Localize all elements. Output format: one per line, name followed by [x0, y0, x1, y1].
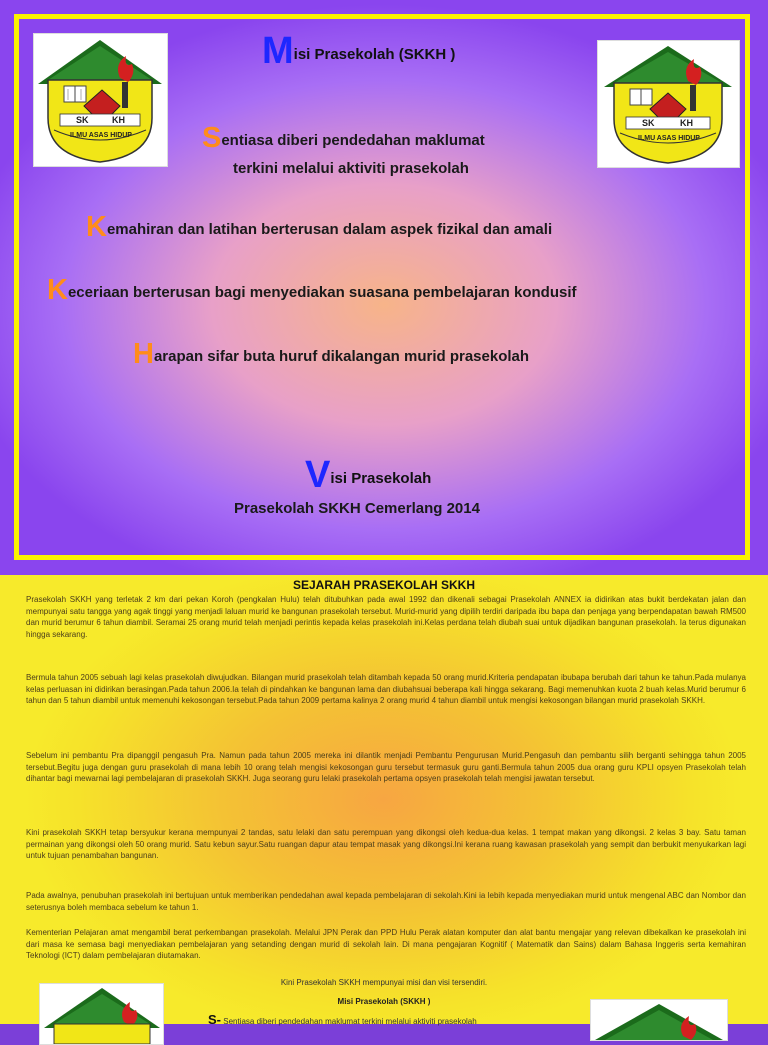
history-mission-label: S- — [208, 1012, 221, 1027]
history-misi-heading: Misi Prasekolah (SKKH ) — [337, 997, 431, 1006]
history-paragraph-5: Pada awalnya, penubuhan prasekolah ini bertujuan untuk memberikan pendedahan awal kepada pembelajaran di sekolah.Kini ia lebih kepada menyediakan murid untuk mengenal ABC dan Nombor dan seterusnya boleh membaca sebelum ke tahun 1. — [26, 891, 746, 912]
school-crest-icon — [591, 1000, 727, 1040]
mission-text: entiasa diberi pendedahan maklumat — [221, 132, 485, 149]
mission-text: terkini melalui aktiviti prasekolah — [233, 160, 469, 177]
logo-shield-right-text: KH — [112, 115, 125, 125]
mission-initial: K — [86, 211, 107, 243]
history-paragraph-6: Kementerian Pelajaran amat mengambil berat perkembangan prasekolah. Melalui JPN Perak dan PPD Hulu Perak alatan komputer dan alat bantu mengajar yang relevan dibekalkan ke prasekolah ini dari masa ke semasa bagi menyediakan pembelajaran yang setanding dengan murid di sekolah lain. Di mana pengajaran Kognitif ( Matematik dan Sains) dalam Bahasa Inggeris serta kemahiran Teknologi (ICT) dalam pembelajaran diutamakan. — [26, 928, 746, 960]
visi-heading — [305, 456, 431, 494]
visi-statement: Prasekolah SKKH Cemerlang 2014 — [234, 500, 480, 517]
history-mission-line — [208, 1012, 477, 1027]
mission-initial: H — [133, 338, 154, 370]
mission-line-3 — [47, 276, 577, 305]
logo-motto: ILMU ASAS HIDUP — [70, 132, 132, 139]
mission-line-4 — [133, 340, 529, 369]
logo-shield-left-text: SK — [76, 115, 89, 125]
mission-text: arapan sifar buta huruf dikalangan murid prasekolah — [153, 348, 530, 365]
mission-text: emahiran dan latihan berterusan dalam aspek fizikal dan amali — [106, 221, 553, 238]
misi-initial: M — [262, 30, 294, 72]
misi-heading — [262, 32, 455, 70]
history-paragraph-2: Bermula tahun 2005 sebuah lagi kelas prasekolah diwujudkan. Bilangan murid prasekolah telah ditambah kepada 50 orang murid.Kriteria pendapatan ibubapa berubah dari tahun ke tahun.Pada mulanya kelas perluasan ini didirikan berasingan.Pada tahun 2006.Ia telah di pindahkan ke bangunan lama dan diubahsuai beberapa kali hingga sekarang. Bagi memenuhkan kuota 2 buah kelas.Murid berumur 6 tahun dan 5 tahun diambil untuk memenuhi kekosongan tersebut.Pada tahun 2009 pertama kalinya 2 orang murid 4 tahun diambil untuk mengisi kekosongan bilangan murid prasekolah SKKH. — [26, 673, 746, 705]
logo-shield-left-text: SK — [642, 118, 655, 128]
school-crest-icon — [598, 41, 739, 167]
school-logo-right — [597, 40, 740, 168]
school-crest-icon — [40, 984, 163, 1044]
logo-motto: ILMU ASAS HIDUP — [638, 135, 700, 142]
misi-heading-text: isi Prasekolah (SKKH ) — [293, 46, 456, 63]
mission-line-2 — [86, 213, 552, 242]
mission-text: eceriaan berterusan bagi menyediakan suasana pembelajaran kondusif — [67, 284, 577, 301]
visi-initial: V — [305, 454, 331, 496]
mission-initial: S — [202, 122, 222, 154]
mission-line-1 — [202, 124, 485, 153]
history-paragraph-1: Prasekolah SKKH yang terletak 2 km dari pekan Koroh (pengkalan Hulu) telah ditubuhkan pada awal 1992 dan dikenali sebagai Prasekolah ANNEX ia didirikan atas bukit berdekatan jalan dan mempunyai satu tangga yang agak tinggi yang menjadi laluan murid ke bangunan prasekolah tersebut. Murid-murid yang dipilih terdiri daripada ibu bapa dan penjaga yang berpendapatan bawah RM500 dan murid berumur 6 tahun diambil. Seramai 25 orang murid telah menjadi perintis kepada kelas prasekolah ini.Kelas perdana telah diubah suai untuk dijadikan bangunan prasekolah. Ia terus digunakan hingga sekarang. — [26, 595, 746, 639]
history-title: SEJARAH PRASEKOLAH SKKH — [292, 578, 476, 592]
history-paragraph-3: Sebelum ini pembantu Pra dipanggil pengasuh Pra. Namun pada tahun 2005 mereka ini dilantik menjadi Pembantu Pengurusan Murid.Pengasuh dan pembantu silih berganti sehingga tahun 2005 tersebut.Begitu juga dengan guru prasekolah di mana lebih 10 orang telah mengisi kekosongan guru tersebut termasuk guru ganti.Bermula tahun 2005 dua orang guru KPLI opsyen Prasekolah telah dihantar bagi mewarnai lagi pembelajaran di prasekolah SKKH. Juga seorang guru lelaki prasekolah pertama opsyen prasekolah telah mengisi jawatan tersebut. — [26, 751, 746, 783]
history-paragraph-4: Kini prasekolah SKKH tetap bersyukur kerana mempunyai 2 tandas, satu lelaki dan satu perempuan yang dikongsi oleh kedua-dua kelas. 1 tempat makan yang dikongsi. 2 kelas 3 bay. Satu taman permainan yang dikongsi oleh 50 orang murid. Satu kebun sayur.Satu ruangan dapur atau tempat masak yang dikongsi.Ini kerana ruang kawasan prasekolah yang sempit dan berbukit menyukarkan lagi untuk tujuan penambahan bangunan. — [26, 828, 746, 860]
school-crest-icon — [34, 34, 167, 166]
history-document — [0, 575, 768, 1027]
history-closing: Kini Prasekolah SKKH mempunyai misi dan visi tersendiri. — [280, 978, 488, 987]
history-mission-text: Sentiasa diberi pendedahan maklumat terkini melalui aktiviti prasekolah — [223, 1017, 477, 1026]
mission-line-1b — [233, 160, 469, 177]
visi-heading-text: isi Prasekolah — [330, 470, 432, 487]
school-logo-bottom-right — [590, 999, 728, 1041]
school-logo-left — [33, 33, 168, 167]
mission-initial: K — [47, 274, 68, 306]
logo-shield-right-text: KH — [680, 118, 693, 128]
school-logo-bottom-left — [39, 983, 164, 1045]
